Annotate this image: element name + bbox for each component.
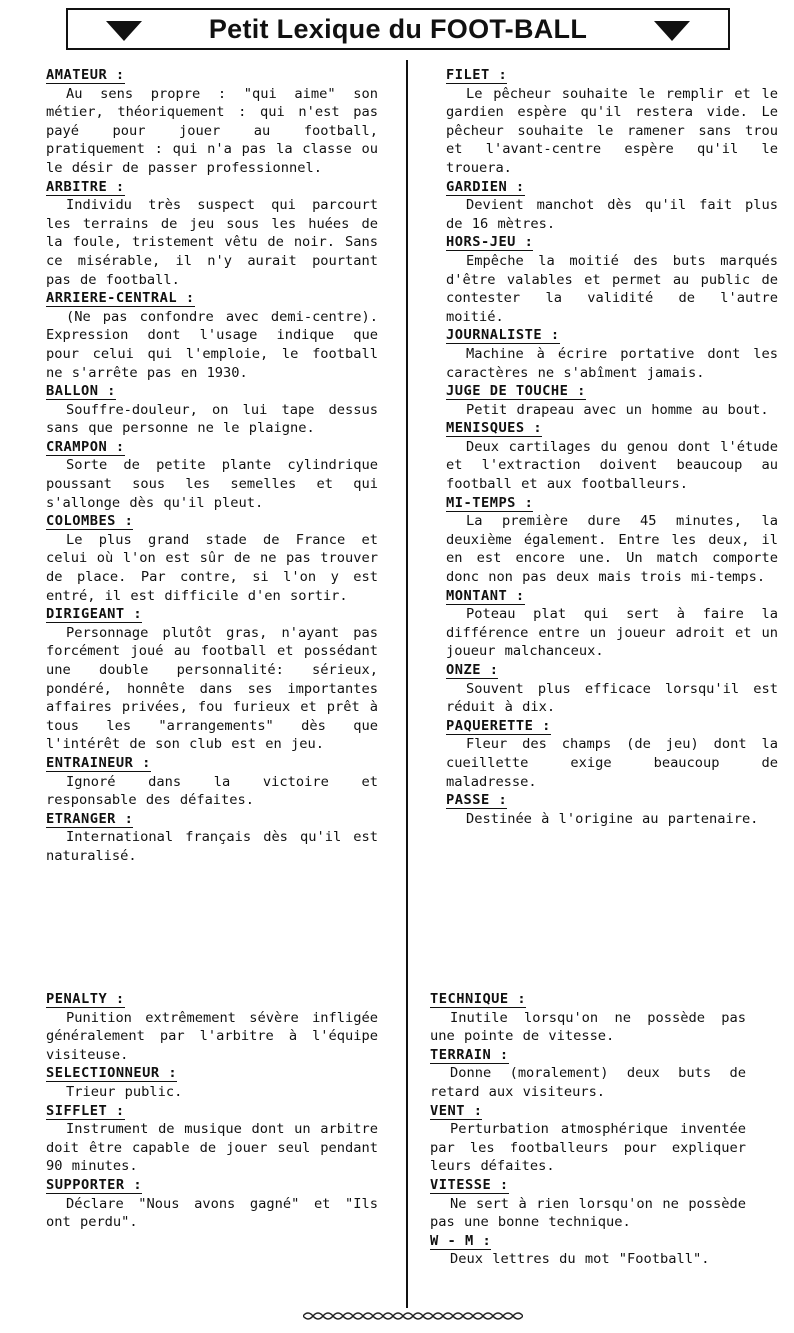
glossary-entry xyxy=(446,717,778,791)
glossary-definition: Le plus grand stade de France et celui où l'on est sûr de ne pas trouver de place. Par contre, si l'on y est entré, il est difficile d'en sortir. xyxy=(46,531,378,604)
glossary-definition: Petit drapeau avec un homme au bout. xyxy=(466,401,769,418)
glossary-term xyxy=(46,1102,378,1121)
glossary-entry xyxy=(46,66,378,178)
glossary-term-label: VENT : xyxy=(430,1102,483,1119)
glossary-term xyxy=(46,512,378,531)
glossary-term xyxy=(46,382,378,401)
glossary-entry xyxy=(446,791,778,828)
glossary-entry xyxy=(430,1102,746,1176)
glossary-term xyxy=(430,1046,746,1065)
glossary-term-label: SIFFLET : xyxy=(46,1102,125,1119)
glossary-term-label: ARRIERE-CENTRAL : xyxy=(46,290,195,307)
glossary-definition: Personnage plutôt gras, n'ayant pas forcément joué au football et possédant une double personnalité: sérieux, pondéré, honnête dans ses importantes affaires privées, fou furieux et prêt à tous les "arrangements" dès que l'intérêt de son club est en jeu. xyxy=(46,624,378,753)
glossary-term-label: JOURNALISTE : xyxy=(446,327,560,344)
glossary-term xyxy=(46,178,378,197)
glossary-definition: Machine à écrire portative dont les caractères ne s'abîment jamais. xyxy=(446,345,778,381)
glossary-entry xyxy=(46,990,378,1064)
glossary-term xyxy=(430,990,746,1009)
glossary-definition: Donne (moralement) deux buts de retard aux visiteurs. xyxy=(430,1065,746,1100)
glossary-entry xyxy=(46,512,378,605)
glossary-entry xyxy=(430,1232,746,1269)
glossary-entry xyxy=(446,178,778,234)
glossary-definition: International français dès qu'il est naturalisé. xyxy=(46,829,378,864)
glossary-entry xyxy=(46,754,378,810)
glossary-definition: Devient manchot dès qu'il fait plus de 16 mètres. xyxy=(446,197,778,232)
glossary-term xyxy=(446,587,778,606)
glossary-definition: Souffre-douleur, on lui tape dessus sans que personne ne le plaigne. xyxy=(46,401,378,437)
glossary-term xyxy=(446,178,778,197)
glossary-entry xyxy=(446,326,778,382)
glossary-entry xyxy=(46,1064,378,1101)
glossary-entry xyxy=(446,233,778,326)
glossary-term xyxy=(446,717,778,736)
glossary-term xyxy=(46,66,378,85)
glossary-entry xyxy=(430,990,746,1046)
glossary-term xyxy=(46,605,378,624)
glossary-term-label: MONTANT : xyxy=(446,587,525,604)
glossary-term xyxy=(46,438,378,457)
glossary-entry xyxy=(46,810,378,866)
glossary-definition: Inutile lorsqu'on ne possède pas une pointe de vitesse. xyxy=(430,1009,746,1045)
glossary-entry xyxy=(430,1176,746,1232)
left-column-top xyxy=(46,66,378,866)
glossary-term-label: ENTRAINEUR : xyxy=(46,754,151,771)
glossary-term xyxy=(446,791,778,810)
glossary-entry xyxy=(46,178,378,290)
glossary-definition: La première dure 45 minutes, la deuxième également. Entre les deux, il en est encore une. Un match comporte donc non pas deux mais trois mi-temps. xyxy=(446,513,778,586)
glossary-definition: (Ne pas confondre avec demi-centre). Expression dont l'usage indique que pour celui qui l'emploie, le football ne s'arrête pas en 1930. xyxy=(46,308,378,381)
page-title: Petit Lexique du FOOT-BALL xyxy=(208,13,588,44)
glossary-term-label: PASSE : xyxy=(446,792,508,809)
glossary-term-label: SELECTIONNEUR : xyxy=(46,1065,178,1082)
glossary-term xyxy=(446,661,778,680)
glossary-term xyxy=(430,1102,746,1121)
right-column-bottom xyxy=(430,990,746,1269)
glossary-definition: Individu très suspect qui parcourt les terrains de jeu sous les huées de la foule, tristement vêtu de noir. Sans ce misérable, il n'y aurait pourtant pas de football. xyxy=(46,197,378,288)
glossary-term-label: HORS-JEU : xyxy=(446,234,534,251)
glossary-entry xyxy=(446,382,778,419)
glossary-term-label: PAQUERETTE : xyxy=(446,717,551,734)
glossary-entry xyxy=(46,382,378,438)
glossary-definition: Sorte de petite plante cylindrique poussant sous les semelles et qui s'allonge dès qu'il pleut. xyxy=(46,457,378,511)
glossary-definition: Au sens propre : "qui aime" son métier, théoriquement : qui n'est pas payé pour jouer au football, pratiquement : qui n'a pas la classe ou le désir de passer professionnel. xyxy=(46,85,378,176)
glossary-term-label: ONZE : xyxy=(446,662,499,678)
glossary-term-label: DIRIGEANT : xyxy=(46,606,143,623)
glossary-definition: Poteau plat qui sert à faire la différence entre un joueur adroit et un joueur malchanceux. xyxy=(446,606,778,660)
glossary-term xyxy=(446,419,778,438)
glossary-term xyxy=(46,754,378,773)
glossary-definition: Ignoré dans la victoire et responsable des défaites. xyxy=(46,773,378,809)
glossary-definition: Le pêcheur souhaite le remplir et le gardien espère qu'il restera vide. Le pêcheur souhaite le ramener sans trou et l'avant-centre espère qu'il le trouera. xyxy=(446,85,778,176)
glossary-term xyxy=(46,1176,378,1195)
glossary-definition: Deux cartilages du genou dont l'étude et l'extraction doivent beaucoup au football et aux footballeurs. xyxy=(446,438,778,493)
glossary-term-label: TERRAIN : xyxy=(430,1046,509,1063)
glossary-term-label: PENALTY : xyxy=(46,991,125,1007)
glossary-term xyxy=(430,1176,746,1195)
glossary-term xyxy=(46,1064,378,1083)
glossary-definition: Deux lettres du mot "Football". xyxy=(450,1251,710,1268)
glossary-term xyxy=(446,494,778,513)
glossary-term-label: GARDIEN : xyxy=(446,178,525,195)
glossary-definition: Destinée à l'origine au partenaire. xyxy=(466,810,759,827)
glossary-term xyxy=(446,233,778,252)
glossary-definition: Instrument de musique dont un arbitre doit être capable de jouer seul pendant 90 minutes. xyxy=(46,1121,378,1175)
glossary-term xyxy=(446,66,778,85)
glossary-entry xyxy=(446,587,778,661)
triangle-down-icon xyxy=(106,21,142,41)
glossary-definition: Perturbation atmosphérique inventée par les footballeurs pour expliquer leurs défaites. xyxy=(430,1121,746,1175)
glossary-definition: Souvent plus efficace lorsqu'il est réduit à dix. xyxy=(446,680,778,716)
glossary-term-label: ETRANGER : xyxy=(46,810,134,827)
glossary-definition: Déclare "Nous avons gagné" et "Ils ont perdu". xyxy=(46,1195,378,1231)
glossary-term-label: VITESSE : xyxy=(430,1176,509,1193)
glossary-definition: Ne sert à rien lorsqu'on ne possède pas une bonne technique. xyxy=(430,1195,746,1231)
glossary-term-label: BALLON : xyxy=(46,383,116,400)
glossary-entry xyxy=(46,438,378,512)
glossary-entry xyxy=(46,1176,378,1232)
column-divider xyxy=(406,60,408,1308)
glossary-definition: Fleur des champs (de jeu) dont la cueillette exige beaucoup de maladresse. xyxy=(446,736,778,790)
glossary-term-label: TECHNIQUE : xyxy=(430,991,527,1007)
glossary-term-label: FILET : xyxy=(446,67,508,83)
glossary-term xyxy=(446,382,778,401)
glossary-term-label: JUGE DE TOUCHE : xyxy=(446,383,586,400)
glossary-term-label: MI-TEMPS : xyxy=(446,494,534,511)
glossary-definition: Trieur public. xyxy=(66,1083,183,1100)
glossary-entry xyxy=(46,1102,378,1176)
glossary-entry xyxy=(446,66,778,178)
glossary-term-label: CRAMPON : xyxy=(46,438,125,455)
glossary-definition: Punition extrêmement sévère infligée généralement par l'arbitre à l'équipe visiteuse. xyxy=(46,1009,378,1063)
right-column-top xyxy=(446,66,778,828)
glossary-term-label: ARBITRE : xyxy=(46,178,125,195)
glossary-term-label: AMATEUR : xyxy=(46,67,125,83)
glossary-entry xyxy=(446,494,778,587)
title-banner xyxy=(66,8,730,50)
glossary-term xyxy=(446,326,778,345)
glossary-term-label: W - M : xyxy=(430,1232,492,1249)
glossary-entry xyxy=(46,289,378,382)
glossary-term xyxy=(46,810,378,829)
glossary-entry xyxy=(46,605,378,754)
glossary-entry xyxy=(446,419,778,493)
left-column-bottom xyxy=(46,990,378,1232)
glossary-definition: Empêche la moitié des buts marqués d'être valables et permet au public de contester la validité de l'autre moitié. xyxy=(446,252,778,325)
glossary-term-label: SUPPORTER : xyxy=(46,1176,143,1193)
glossary-term xyxy=(46,289,378,308)
glossary-term xyxy=(430,1232,746,1251)
glossary-entry xyxy=(430,1046,746,1102)
rope-ornament-icon xyxy=(303,1309,523,1323)
glossary-entry xyxy=(446,661,778,717)
triangle-down-icon xyxy=(654,21,690,41)
glossary-term-label: COLOMBES : xyxy=(46,513,134,530)
glossary-term-label: MENISQUES : xyxy=(446,420,543,437)
glossary-term xyxy=(46,990,378,1009)
